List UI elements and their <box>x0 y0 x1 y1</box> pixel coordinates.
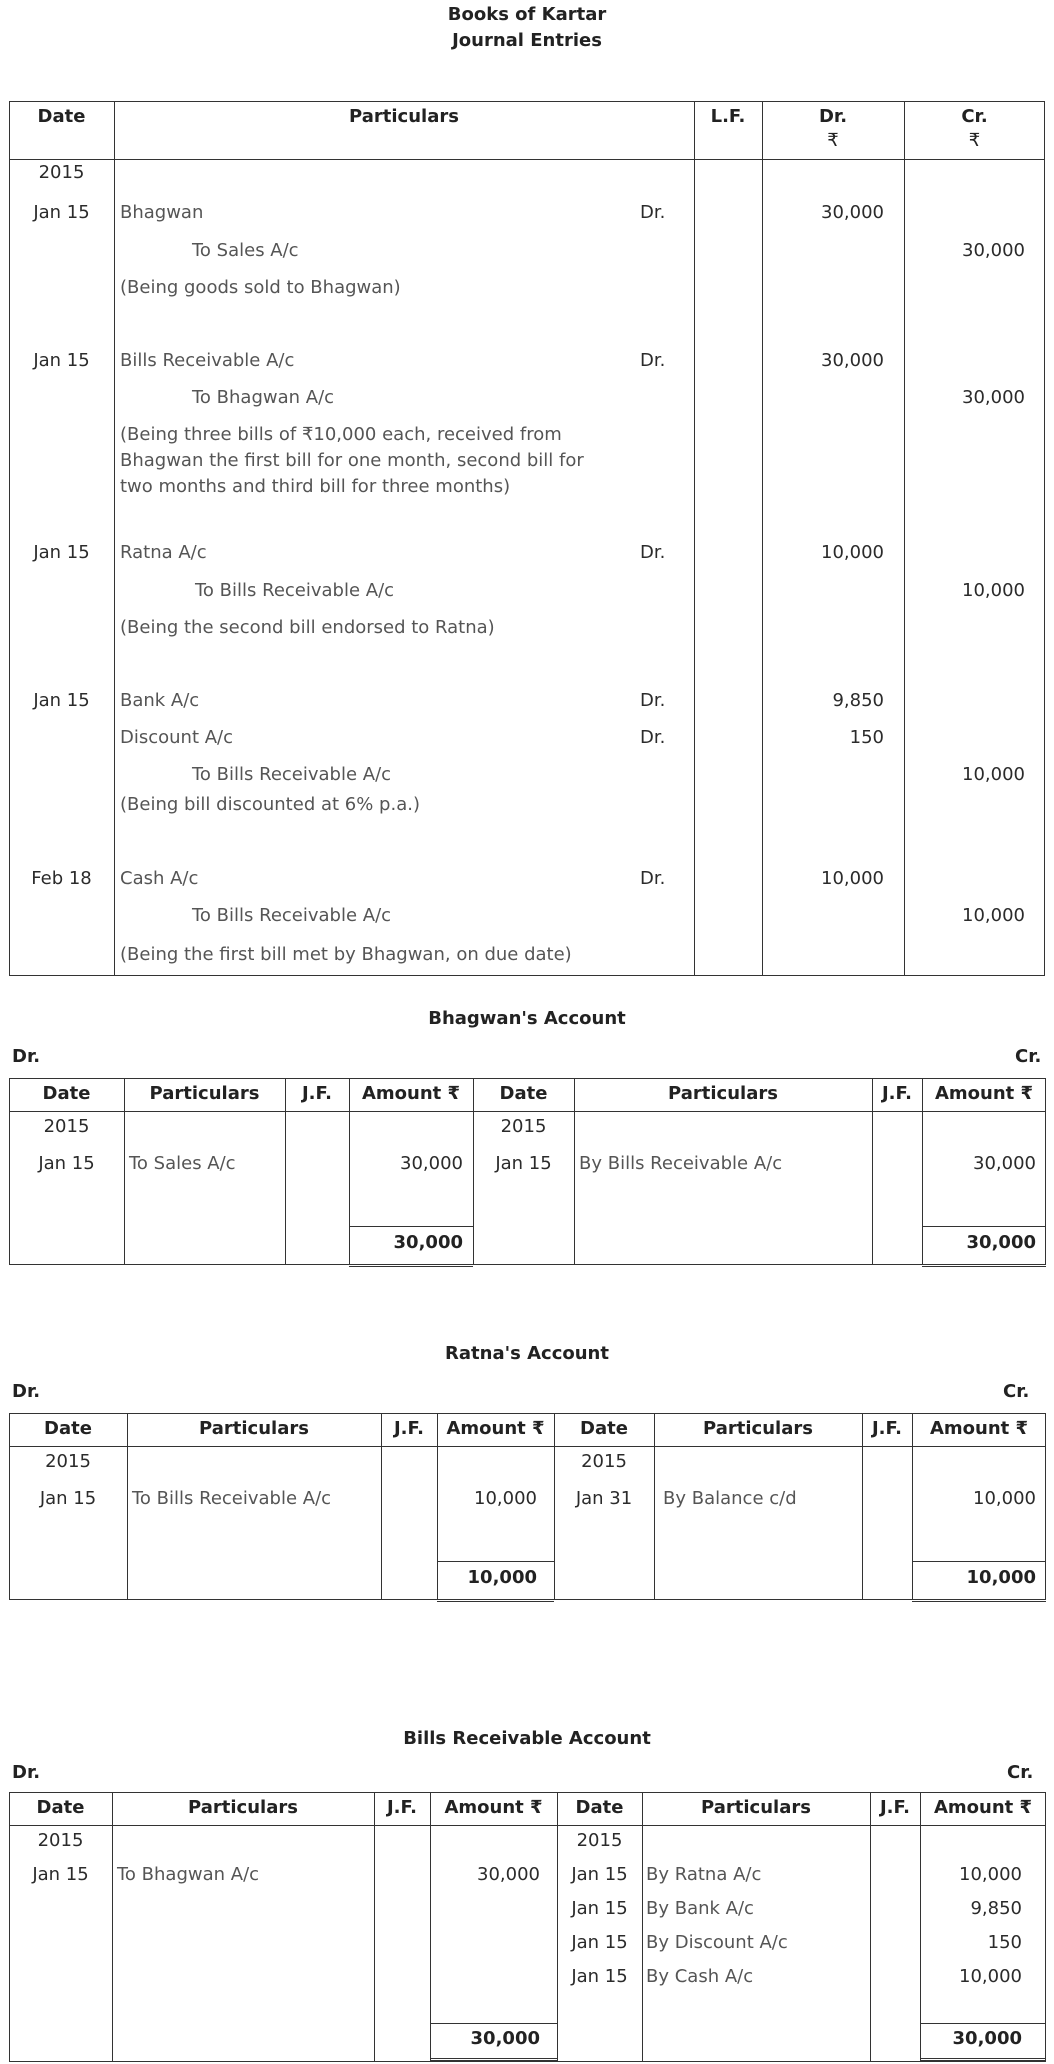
ledger-col-particulars: Particulars <box>188 1797 298 1818</box>
journal-credit-amount: 10,000 <box>962 905 1025 926</box>
ledger-col-date: Date <box>44 1418 92 1439</box>
ledger-credit-particulars: By Balance c/d <box>663 1488 797 1509</box>
journal-credit-account: To Bills Receivable A/c <box>192 905 392 926</box>
ledger-total-cr: 30,000 <box>952 2028 1022 2049</box>
ledger-year: 2015 <box>576 1830 623 1851</box>
journal-debit-amount: 9,850 <box>832 690 884 711</box>
journal-entry-date: Jan 15 <box>33 690 90 711</box>
ledger-credit-particulars: By Bank A/c <box>646 1898 754 1919</box>
ledger-debit-amount: 30,000 <box>477 1864 540 1885</box>
ledger-credit-date: Jan 15 <box>571 1898 628 1919</box>
journal-debit-amount: 30,000 <box>821 350 884 371</box>
ledger-year: 2015 <box>45 1451 91 1472</box>
ledger-debit-amount: 10,000 <box>474 1488 537 1509</box>
journal-debit-account: Cash A/c <box>120 868 199 889</box>
ledger-credit-particulars: By Discount A/c <box>646 1932 788 1953</box>
journal-dr-marker: Dr. <box>640 542 666 563</box>
ledger-debit-particulars: To Sales A/c <box>129 1153 236 1174</box>
journal-debit-account: Bank A/c <box>120 690 200 711</box>
journal-debit-account: Bhagwan <box>120 202 204 223</box>
ledger-debit-date: Jan 15 <box>32 1864 89 1885</box>
journal-credit-account: To Bills Receivable A/c <box>192 764 392 785</box>
ledger-year: 2015 <box>37 1830 84 1851</box>
ledger-col-amount: Amount ₹ <box>361 1083 461 1104</box>
ledger-debit-particulars: To Bhagwan A/c <box>117 1864 260 1885</box>
journal-dr-marker: Dr. <box>640 690 666 711</box>
ledger-col-date: Date <box>575 1797 624 1818</box>
journal-dr-marker: Dr. <box>640 727 666 748</box>
journal-credit-amount: 30,000 <box>962 240 1025 261</box>
ledger-year: 2015 <box>43 1116 90 1137</box>
journal-debit-account: Bills Receivable A/c <box>120 350 295 371</box>
ledger-credit-amount: 30,000 <box>973 1153 1036 1174</box>
journal-dr-marker: Dr. <box>640 350 666 371</box>
ledger-credit-amount: 9,850 <box>970 1898 1022 1919</box>
journal-narration: (Being the second bill endorsed to Ratna) <box>120 617 495 638</box>
ledger-title: Bhagwan's Account <box>428 1008 626 1029</box>
journal-title: Journal Entries <box>452 30 602 51</box>
ledger-col-date: Date <box>36 1797 85 1818</box>
journal-col-cr-currency: ₹ <box>968 130 981 151</box>
ledger-year: 2015 <box>581 1451 627 1472</box>
ledger-col-amount: Amount ₹ <box>933 1797 1033 1818</box>
ledger-credit-particulars: By Cash A/c <box>646 1966 754 1987</box>
ledger-credit-amount: 10,000 <box>959 1966 1022 1987</box>
ledger-total-dr: 30,000 <box>470 2028 540 2049</box>
ledger-col-jf: J.F. <box>386 1797 418 1818</box>
journal-col-date: Date <box>37 106 86 127</box>
journal-narration: (Being bill discounted at 6% p.a.) <box>120 794 420 815</box>
ledger-dr-label: Dr. <box>12 1762 41 1783</box>
journal-narration: (Being goods sold to Bhagwan) <box>120 277 401 298</box>
journal-credit-account: To Bills Receivable A/c <box>195 580 395 601</box>
ledger-credit-particulars: By Bills Receivable A/c <box>579 1153 783 1174</box>
journal-entry-date: Jan 15 <box>33 350 90 371</box>
journal-debit-account: Discount A/c <box>120 727 234 748</box>
journal-dr-marker: Dr. <box>640 868 666 889</box>
journal-debit-amount: 150 <box>849 727 884 748</box>
ledger-credit-date: Jan 15 <box>571 1864 628 1885</box>
journal-col-cr: Cr. <box>961 106 988 127</box>
ledger-col-date: Date <box>499 1083 548 1104</box>
ledger-debit-date: Jan 15 <box>39 1488 97 1509</box>
journal-year: 2015 <box>38 162 85 183</box>
ledger-col-date: Date <box>580 1418 628 1439</box>
ledger-col-particulars: Particulars <box>668 1083 778 1104</box>
journal-dr-marker: Dr. <box>640 202 666 223</box>
ledger-cr-label: Cr. <box>1007 1762 1034 1783</box>
ledger-total-cr: 10,000 <box>966 1567 1036 1588</box>
ledger-col-particulars: Particulars <box>703 1418 813 1439</box>
ledger-credit-amount: 10,000 <box>973 1488 1036 1509</box>
ledger-col-particulars: Particulars <box>701 1797 811 1818</box>
journal-col-dr: Dr. <box>818 106 848 127</box>
journal-entry-date: Feb 18 <box>31 868 92 889</box>
journal-debit-amount: 30,000 <box>821 202 884 223</box>
ledger-debit-particulars: To Bills Receivable A/c <box>132 1488 332 1509</box>
ledger-credit-date: Jan 31 <box>575 1488 633 1509</box>
ledger-col-jf: J.F. <box>871 1418 903 1439</box>
ledger-credit-particulars: By Ratna A/c <box>646 1864 762 1885</box>
ledger-col-jf: J.F. <box>393 1418 425 1439</box>
ledger-total-dr: 30,000 <box>393 1232 463 1253</box>
journal-credit-amount: 30,000 <box>962 387 1025 408</box>
book-title: Books of Kartar <box>447 4 607 25</box>
ledger-title: Ratna's Account <box>445 1343 609 1364</box>
journal-entry-date: Jan 15 <box>33 542 90 563</box>
ledger-col-amount: Amount ₹ <box>444 1797 543 1818</box>
ledger-col-amount: Amount ₹ <box>446 1418 545 1439</box>
ledger-total-cr: 30,000 <box>966 1232 1036 1253</box>
journal-col-particulars: Particulars <box>349 106 459 127</box>
journal-credit-amount: 10,000 <box>962 764 1025 785</box>
journal-entry-date: Jan 15 <box>33 202 90 223</box>
journal-debit-amount: 10,000 <box>821 868 884 889</box>
journal-debit-amount: 10,000 <box>821 542 884 563</box>
ledger-dr-label: Dr. <box>12 1381 41 1402</box>
ledger-col-amount: Amount ₹ <box>929 1418 1029 1439</box>
ledger-debit-date: Jan 15 <box>38 1153 95 1174</box>
journal-col-dr-currency: ₹ <box>827 130 839 151</box>
ledger-col-particulars: Particulars <box>149 1083 260 1104</box>
journal-col-lf: L.F. <box>710 106 746 127</box>
ledger-debit-amount: 30,000 <box>400 1153 463 1174</box>
journal-debit-account: Ratna A/c <box>120 542 207 563</box>
journal-narration: two months and third bill for three months) <box>120 476 511 497</box>
ledger-col-date: Date <box>42 1083 91 1104</box>
journal-narration: (Being three bills of ₹10,000 each, received from <box>120 424 562 445</box>
ledger-credit-amount: 10,000 <box>959 1864 1022 1885</box>
ledger-credit-date: Jan 15 <box>571 1966 628 1987</box>
journal-credit-account: To Bhagwan A/c <box>192 387 335 408</box>
ledger-col-amount: Amount ₹ <box>934 1083 1034 1104</box>
ledger-col-jf: J.F. <box>879 1797 911 1818</box>
ledger-col-particulars: Particulars <box>199 1418 309 1439</box>
journal-credit-amount: 10,000 <box>962 580 1025 601</box>
journal-credit-account: To Sales A/c <box>192 240 299 261</box>
ledger-cr-label: Cr. <box>1003 1381 1030 1402</box>
ledger-col-jf: J.F. <box>301 1083 333 1104</box>
ledger-year: 2015 <box>500 1116 547 1137</box>
ledger-col-jf: J.F. <box>881 1083 913 1104</box>
ledger-cr-label: Cr. <box>1015 1046 1042 1067</box>
ledger-credit-date: Jan 15 <box>495 1153 552 1174</box>
ledger-credit-date: Jan 15 <box>571 1932 628 1953</box>
ledger-title: Bills Receivable Account <box>403 1728 651 1749</box>
journal-narration: (Being the first bill met by Bhagwan, on due date) <box>120 944 572 965</box>
journal-narration: Bhagwan the first bill for one month, second bill for <box>120 450 584 471</box>
ledger-total-dr: 10,000 <box>467 1567 537 1588</box>
ledger-credit-amount: 150 <box>987 1932 1022 1953</box>
ledger-dr-label: Dr. <box>12 1046 41 1067</box>
